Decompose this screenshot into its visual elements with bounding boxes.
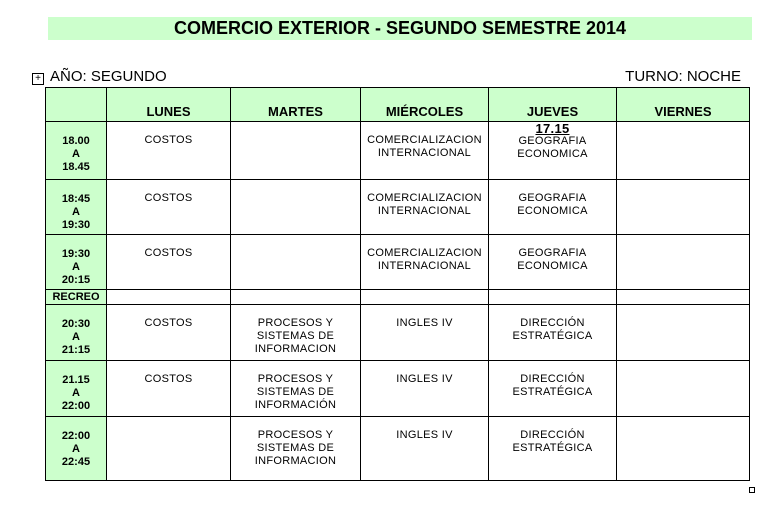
header-row [46, 88, 750, 122]
class-cell [107, 417, 231, 481]
day-header: LUNES [107, 88, 231, 122]
year-label: AÑO: SEGUNDO [50, 68, 167, 85]
class-cell: INGLES IV [361, 361, 489, 417]
class-cell: PROCESOS Y SISTEMAS DE INFORMACION [231, 305, 361, 361]
class-cell: COSTOS [107, 180, 231, 235]
class-cell [617, 180, 750, 235]
class-cell: COMERCIALIZACION INTERNACIONAL [361, 235, 489, 290]
time-cell: 22:00 A 22:45 [46, 417, 107, 481]
recreo-empty [361, 290, 489, 305]
schedule-title: COMERCIO EXTERIOR - SEGUNDO SEMESTRE 2014 [48, 17, 752, 40]
corner-header [46, 88, 107, 122]
class-cell [617, 417, 750, 481]
time-cell: 18.00 A 18.45 [46, 122, 107, 180]
time-cell: 21.15 A 22:00 [46, 361, 107, 417]
class-cell: COSTOS [107, 305, 231, 361]
day-header: VIERNES [617, 88, 750, 122]
resize-handle[interactable] [749, 487, 755, 493]
time-cell: 20:30 A 21:15 [46, 305, 107, 361]
class-cell: INGLES IV [361, 305, 489, 361]
table-row [46, 180, 750, 235]
turno-label: TURNO: NOCHE [625, 68, 741, 85]
class-cell [617, 305, 750, 361]
class-cell [231, 122, 361, 180]
class-cell: PROCESOS Y SISTEMAS DE INFORMACION [231, 417, 361, 481]
class-cell: DIRECCIÓN ESTRATÉGICA [489, 305, 617, 361]
jueves-time-note: 17.15 [535, 121, 570, 136]
time-cell: 18:45 A 19:30 [46, 180, 107, 235]
day-header: MIÉRCOLES [361, 88, 489, 122]
day-header: JUEVES [489, 88, 617, 122]
table-row [46, 235, 750, 290]
class-cell: COSTOS [107, 122, 231, 180]
class-cell: DIRECCIÓN ESTRATÉGICA [489, 361, 617, 417]
class-cell: GEOGRAFIA ECONOMICA [489, 180, 617, 235]
day-header: MARTES [231, 88, 361, 122]
recreo-label: RECREO [46, 290, 107, 305]
recreo-row [46, 290, 750, 305]
class-cell: GEOGRAFIA ECONOMICA [489, 235, 617, 290]
time-cell: 19:30 A 20:15 [46, 235, 107, 290]
class-cell: 17.15 GEOGRAFIA ECONOMICA [489, 122, 617, 180]
class-cell [231, 235, 361, 290]
class-cell: INGLES IV [361, 417, 489, 481]
class-cell: COMERCIALIZACION INTERNACIONAL [361, 180, 489, 235]
table-row [46, 361, 750, 417]
expand-icon[interactable]: + [32, 73, 44, 85]
recreo-empty [107, 290, 231, 305]
schedule-table [45, 87, 750, 481]
class-cell: COMERCIALIZACION INTERNACIONAL [361, 122, 489, 180]
class-cell: DIRECCIÓN ESTRATÉGICA [489, 417, 617, 481]
class-cell [231, 180, 361, 235]
table-row [46, 417, 750, 481]
class-cell [617, 361, 750, 417]
class-cell [617, 235, 750, 290]
table-row [46, 305, 750, 361]
recreo-empty [617, 290, 750, 305]
recreo-empty [231, 290, 361, 305]
class-cell: COSTOS [107, 361, 231, 417]
table-row [46, 122, 750, 180]
class-cell [617, 122, 750, 180]
recreo-empty [489, 290, 617, 305]
class-cell: COSTOS [107, 235, 231, 290]
class-cell: PROCESOS Y SISTEMAS DE INFORMACIÓN [231, 361, 361, 417]
